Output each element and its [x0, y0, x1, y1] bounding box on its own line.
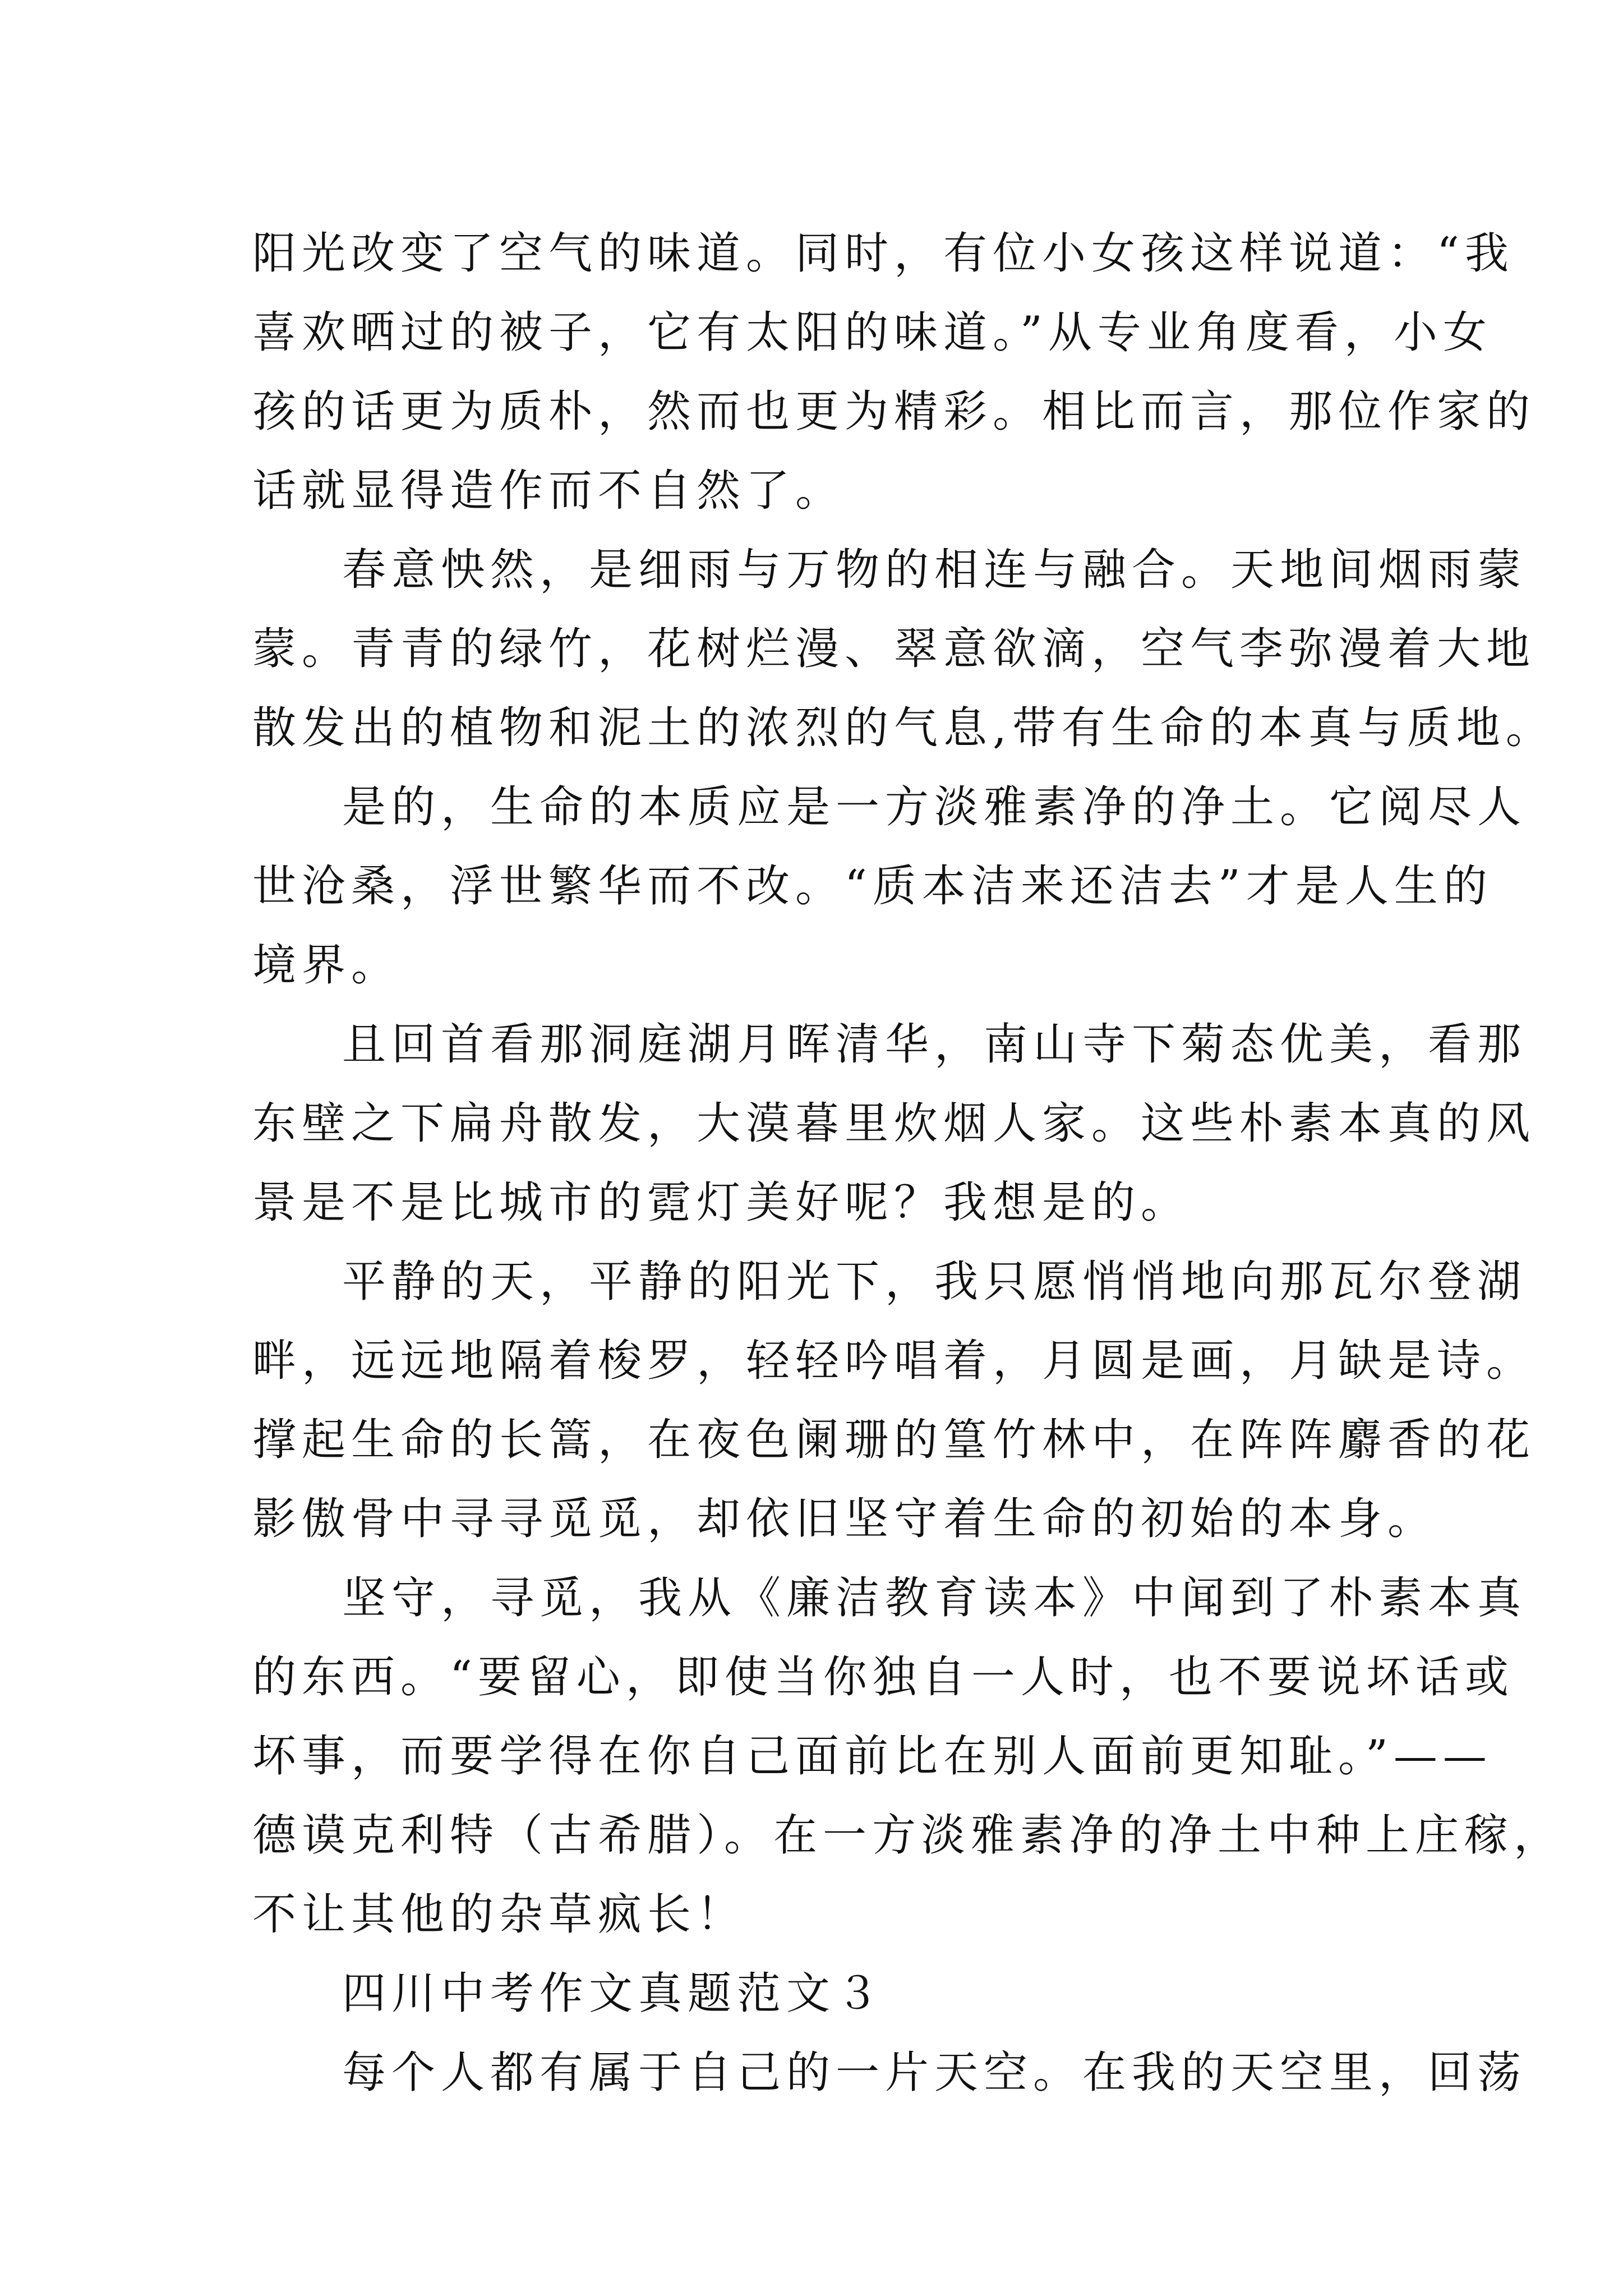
text-line: 东壁之下扁舟散发，大漠暮里炊烟人家。这些朴素本真的风	[252, 1098, 1536, 1149]
text-line: 散发出的植物和泥土的浓烈的气息,带有生命的本真与质地。	[252, 703, 1555, 753]
text-line: 景是不是比城市的霓灯美好呢？我想是的。	[252, 1177, 1191, 1228]
essay-text	[252, 214, 1564, 2113]
paragraph-start-line: 每个人都有属于自己的一片天空。在我的天空里，回荡	[342, 2047, 1527, 2098]
text-line: 话就显得造作而不自然了。	[252, 466, 845, 516]
text-line: 德谟克利特（古希腊）。在一方淡雅素净的净土中种上庄稼，	[252, 1810, 1564, 1861]
text-line: 的东西。“要留心，即使当你独自一人时，也不要说坏话或	[252, 1652, 1514, 1703]
text-line: 撑起生命的长篙，在夜色阑珊的篁竹林中，在阵阵麝香的花	[252, 1415, 1536, 1465]
text-line: 世沧桑，浮世繁华而不改。“质本洁来还洁去”才是人生的	[252, 861, 1493, 912]
text-line: 影傲骨中寻寻觅觅，却依旧坚守着生命的初始的本身。	[252, 1494, 1437, 1544]
text-line: 阳光改变了空气的味道。同时，有位小女孩这样说道：“我	[252, 228, 1514, 279]
section-heading: 四川中考作文真题范文３	[342, 1968, 886, 2019]
text-line: 孩的话更为质朴，然而也更为精彩。相比而言，那位作家的	[252, 386, 1536, 437]
text-line: 不让其他的杂草疯长！	[252, 1889, 746, 1940]
paragraph-start-line: 坚守，寻觅，我从《廉洁教育读本》中闻到了朴素本真	[342, 1573, 1527, 1623]
text-line: 蒙。青青的绿竹，花树烂漫、翠意欲滴，空气李弥漫着大地	[252, 624, 1536, 674]
text-line: 境界。	[252, 940, 401, 991]
paragraph-start-line: 春意怏然，是细雨与万物的相连与融合。天地间烟雨蒙	[342, 545, 1527, 595]
paragraph-start-line: 且回首看那洞庭湖月晖清华，南山寺下菊态优美，看那	[342, 1019, 1527, 1070]
text-line: 喜欢晒过的被子，它有太阳的味道。”从专业角度看，小女	[252, 307, 1492, 358]
paragraph-start-line: 平静的天，平静的阳光下，我只愿悄悄地向那瓦尔登湖	[342, 1257, 1527, 1307]
text-line: 坏事，而要学得在你自己面前比在别人面前更知耻。”——	[252, 1731, 1492, 1782]
paragraph-start-line: 是的，生命的本质应是一方淡雅素净的净土。它阅尽人	[342, 782, 1527, 832]
text-line: 畔，远远地隔着梭罗，轻轻吟唱着，月圆是画，月缺是诗。	[252, 1336, 1536, 1386]
